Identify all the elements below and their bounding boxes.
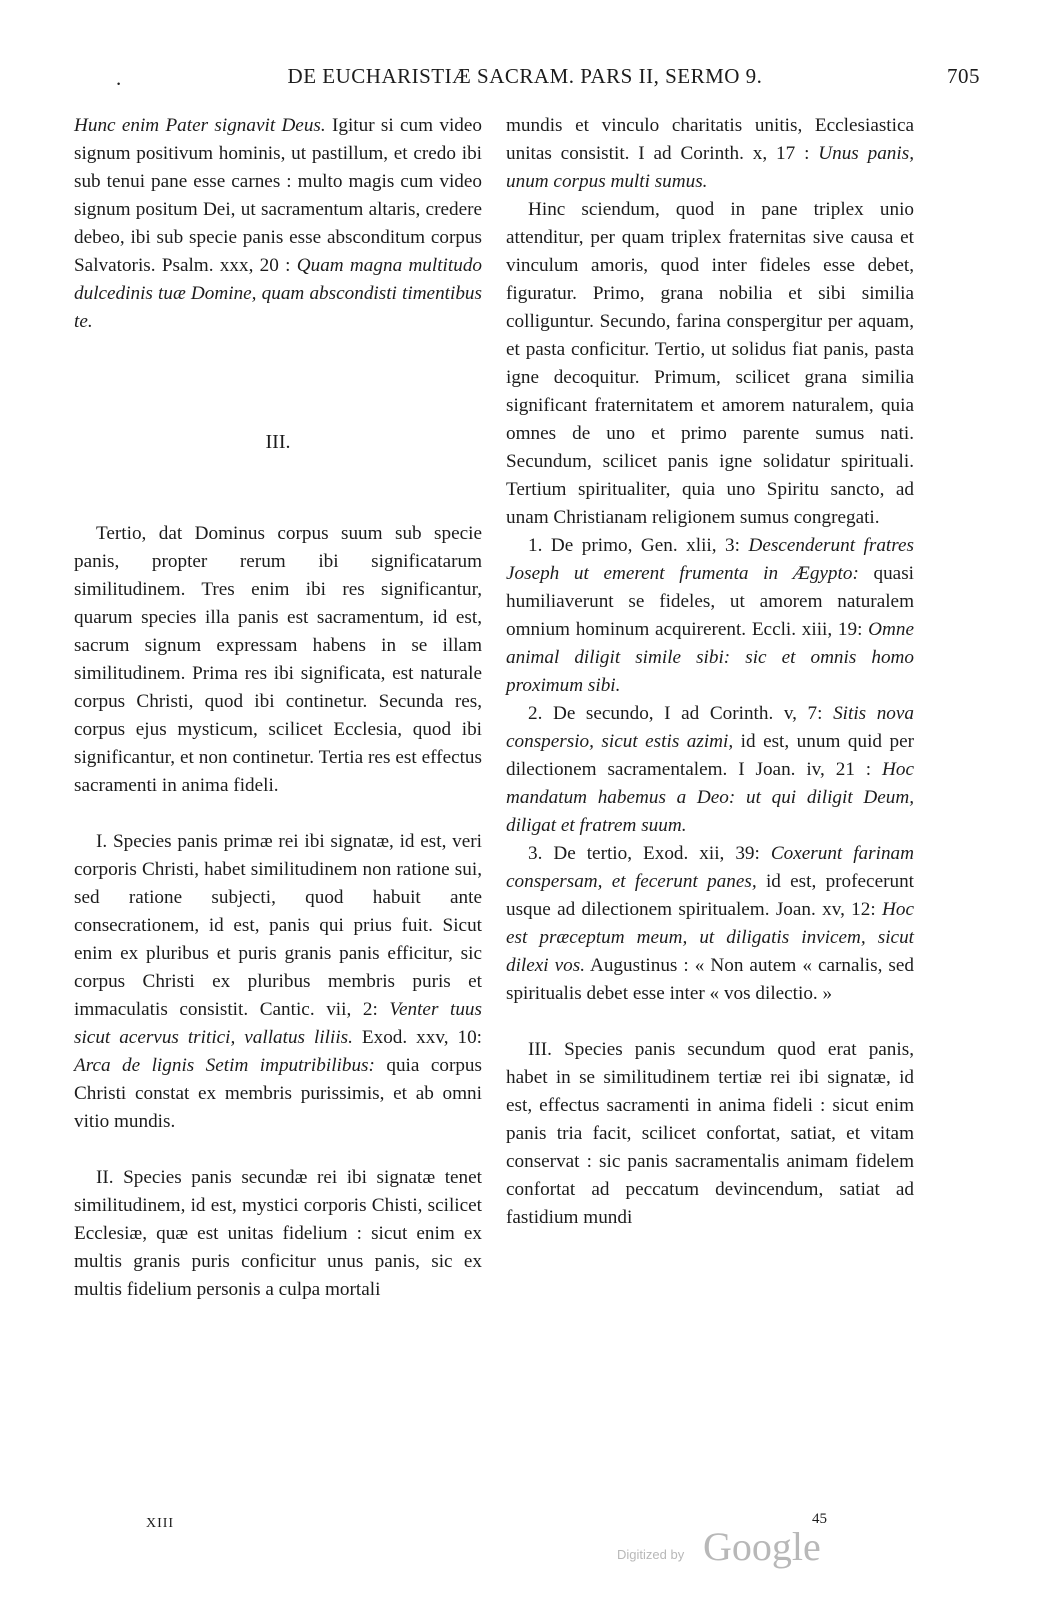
header-dot: . [116, 66, 122, 90]
text: id est, unum quid per dilectionem sacramentalem. I Joan. iv, 21 : [506, 731, 914, 780]
sheet-number: 45 [812, 1511, 827, 1527]
text: Augustinus : « Non autem « carnalis, sed spiritualis debet esse inter « vos dilectio. » [506, 955, 914, 1004]
italic-text: Unus panis, unum corpus multi sumus. [506, 143, 914, 192]
text: I. Species panis primæ rei ibi signatæ, id est, veri corporis Christi, habet similitudinem non ratione sui, sed ratione subjecti, quod habuit ante consecrationem, id est, panis qui prius fuit. Sicut enim ex pluribus et puris granis panis efficitur, sic corpus Christi ex pluribus membris puris et immaculatis consistit. Cantic. vii, 2: [74, 831, 482, 1020]
running-title: DE EUCHARISTIÆ SACRAM. PARS II, SERMO 9. [287, 64, 763, 88]
italic-text: Descenderunt fratres Joseph ut emerent frumenta in Ægypto: [506, 535, 914, 584]
text: 1. De primo, Gen. xlii, 3: [528, 535, 749, 556]
google-logo: Google [703, 1524, 821, 1569]
italic-text: Hoc est præceptum meum, ut diligatis invicem, sicut dilexi vos. [506, 899, 914, 976]
italic-text: Hunc enim Pater signavit Deus. [74, 115, 326, 136]
paragraph [506, 532, 914, 700]
paragraph [74, 112, 482, 336]
digitized-by-label: Digitized by [617, 1547, 685, 1562]
text: quia corpus Christi constat ex membris purissimis, et ab omni vitio mundis. [74, 1055, 482, 1132]
right-column [506, 112, 914, 1232]
text: Igitur si cum video signum positivum hominis, ut pastillum, et credo ibi sub tenui pane esse carnes : multo magis cum video signum positum Dei, ut sacramentum altaris, credere debeo, ibi sub specie panis esse absconditum corpus Salvatoris. Psalm. xxx, 20 : [74, 115, 482, 276]
paragraph [506, 700, 914, 840]
italic-text: Venter tuus sicut acervus tritici, vallatus liliis. [74, 999, 482, 1048]
text: mundis et vinculo charitatis unitis, Ecclesiastica unitas consistit. I ad Corinth. x, 17 : [506, 115, 914, 164]
left-column [74, 112, 482, 1304]
paragraph: III. Species panis secundum quod erat panis, habet in se similitudinem tertiæ rei ibi signatæ, id est, effectus sacramenti in anima fideli : sicut enim panis tria facit, scilicet confortat, satiat, et vitam conservat : sic panis sacramentalis animam fidelem confortat ad peccatum devincendum, satiat ad fastidium mundi [506, 1039, 914, 1228]
paragraph: Tertio, dat Dominus corpus suum sub specie panis, propter rerum ibi significatarum similitudinem. Tres enim ibi res significantur, quarum species illa panis est sacramentum, id est, sacrum signum expressam habens in se illam similitudinem. Prima res ibi significata, est naturale corpus Christi, quod ibi continetur. Secunda res, corpus ejus mysticum, scilicet Ecclesia, quod ibi significantur, et non continetur. Tertia res est effectus sacramenti in anima fideli. [74, 523, 482, 796]
paragraph: Hinc sciendum, quod in pane triplex unio attenditur, per quam triplex fraternitas sive causa et vinculum amoris, quod inter fideles esse debet, figuratur. Primo, grana nobilia et sibi similia colliguntur. Secundo, farina conspergitur per aquam, et pasta conficitur. Tertio, ut solidus fiat panis, pasta igne decoquitur. Primum, scilicet grana similia significant fraternitatem et amorem naturalem, quia omnes de uno et primo parente sumus nati. Secundum, scilicet panis igne solidatur spirituali. Tertium spiritualiter, quia uno Spiritu sancto, ad unam Christianam religionem sumus congregati. [506, 199, 914, 528]
text: 2. De secundo, I ad Corinth. v, 7: [528, 703, 834, 724]
italic-text: Coxerunt farinam conspersam, et fecerunt panes, [506, 843, 914, 892]
paragraph [506, 112, 914, 196]
italic-text: Arca de lignis Setim imputribilibus: [74, 1055, 375, 1076]
section-heading: III. [265, 431, 291, 453]
text: 3. De tertio, Exod. xii, 39: [528, 843, 771, 864]
italic-text: Hoc mandatum habemus a Deo: ut qui diligit Deum, diligat et fratrem suum. [506, 759, 914, 836]
italic-text: Quam magna multitudo dulcedinis tuæ Domine, quam abscondisti timentibus te. [74, 255, 482, 332]
paragraph: II. Species panis secundæ rei ibi signatæ tenet similitudinem, id est, mystici corporis Chisti, scilicet Ecclesiæ, quæ est unitas fidelium : sicut enim ex multis granis puris conficitur unus panis, sic ex multis fidelium personis a culpa mortali [74, 1167, 482, 1300]
paragraph [506, 840, 914, 1008]
signature-mark: XIII [146, 1516, 175, 1531]
text: quasi humiliaverunt se fideles, ut amorem naturalem omnium hominum acquirerent. Eccli. xiii, 19: [506, 563, 914, 640]
paragraph [74, 828, 482, 1136]
text: Exod. xxv, 10: [352, 1027, 482, 1048]
italic-text: Sitis nova conspersio, sicut estis azimi, [506, 703, 914, 752]
text: id est, profecerunt usque ad dilectionem spiritualem. Joan. xv, 12: [506, 871, 914, 920]
page-number: 705 [947, 64, 980, 88]
running-header [70, 64, 980, 98]
italic-text: Omne animal diligit simile sibi: sic et omnis homo proximum sibi. [506, 619, 914, 696]
